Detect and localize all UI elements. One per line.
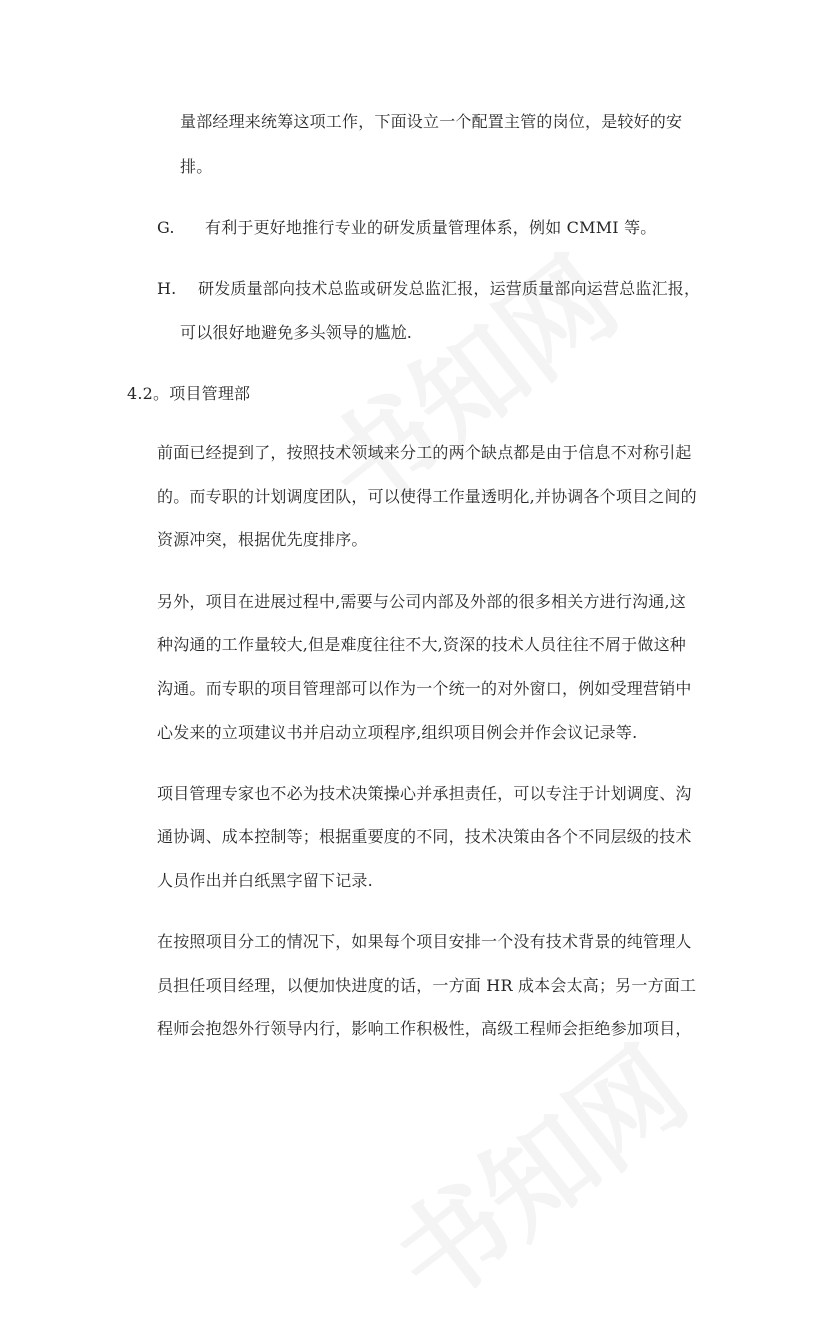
paragraph-line: 的。而专职的计划调度团队，可以使得工作量透明化,并协调各个项目之间的 bbox=[157, 487, 697, 506]
list-item-h: 研发质量部向技术总监或研发总监汇报，运营质量部向运营总监汇报， bbox=[198, 279, 701, 298]
paragraph-line: 在按照项目分工的情况下，如果每个项目安排一个没有技术背景的纯管理人 bbox=[157, 932, 692, 951]
text-line: 可以很好地避免多头领导的尴尬. bbox=[180, 323, 413, 342]
watermark bbox=[356, 1005, 713, 1333]
section-heading: 4.2。项目管理部 bbox=[127, 384, 251, 403]
list-item-g: 有利于更好地推行专业的研发质量管理体系，例如 CMMI 等。 bbox=[205, 218, 657, 237]
paragraph-line: 心发来的立项建议书并启动立项程序,组织项目例会并作会议记录等. bbox=[157, 723, 638, 742]
paragraph-line: 员担任项目经理，以便加快进度的话，一方面 HR 成本会太高；另一方面工 bbox=[157, 976, 697, 995]
paragraph-line: 人员作出并白纸黑字留下记录. bbox=[157, 871, 373, 890]
paragraph-line: 种沟通的工作量较大,但是难度往往不大,资深的技术人员往往不屑于做这种 bbox=[157, 635, 686, 654]
paragraph-line: 程师会抱怨外行领导内行，影响工作积极性，高级工程师会拒绝参加项目， bbox=[157, 1019, 692, 1038]
text-line: 排。 bbox=[180, 157, 213, 176]
paragraph-line: 沟通。而专职的项目管理部可以作为一个统一的对外窗口，例如受理营销中 bbox=[157, 679, 692, 698]
paragraph-line: 前面已经提到了，按照技术领域来分工的两个缺点都是由于信息不对称引起 bbox=[157, 443, 692, 462]
text-line: 量部经理来统筹这项工作，下面设立一个配置主管的岗位，是较好的安 bbox=[180, 112, 683, 131]
paragraph-line: 资源冲突，根据优先度排序。 bbox=[157, 530, 368, 549]
list-marker-g: G. bbox=[157, 218, 175, 237]
paragraph-line: 另外，项目在进展过程中,需要与公司内部及外部的很多相关方进行沟通,这 bbox=[157, 592, 686, 611]
paragraph-line: 通协调、成本控制等；根据重要度的不同，技术决策由各个不同层级的技术 bbox=[157, 827, 692, 846]
list-marker-h: H. bbox=[157, 279, 177, 298]
paragraph-line: 项目管理专家也不必为技术决策操心并承担责任，可以专注于计划调度、沟 bbox=[157, 784, 692, 803]
